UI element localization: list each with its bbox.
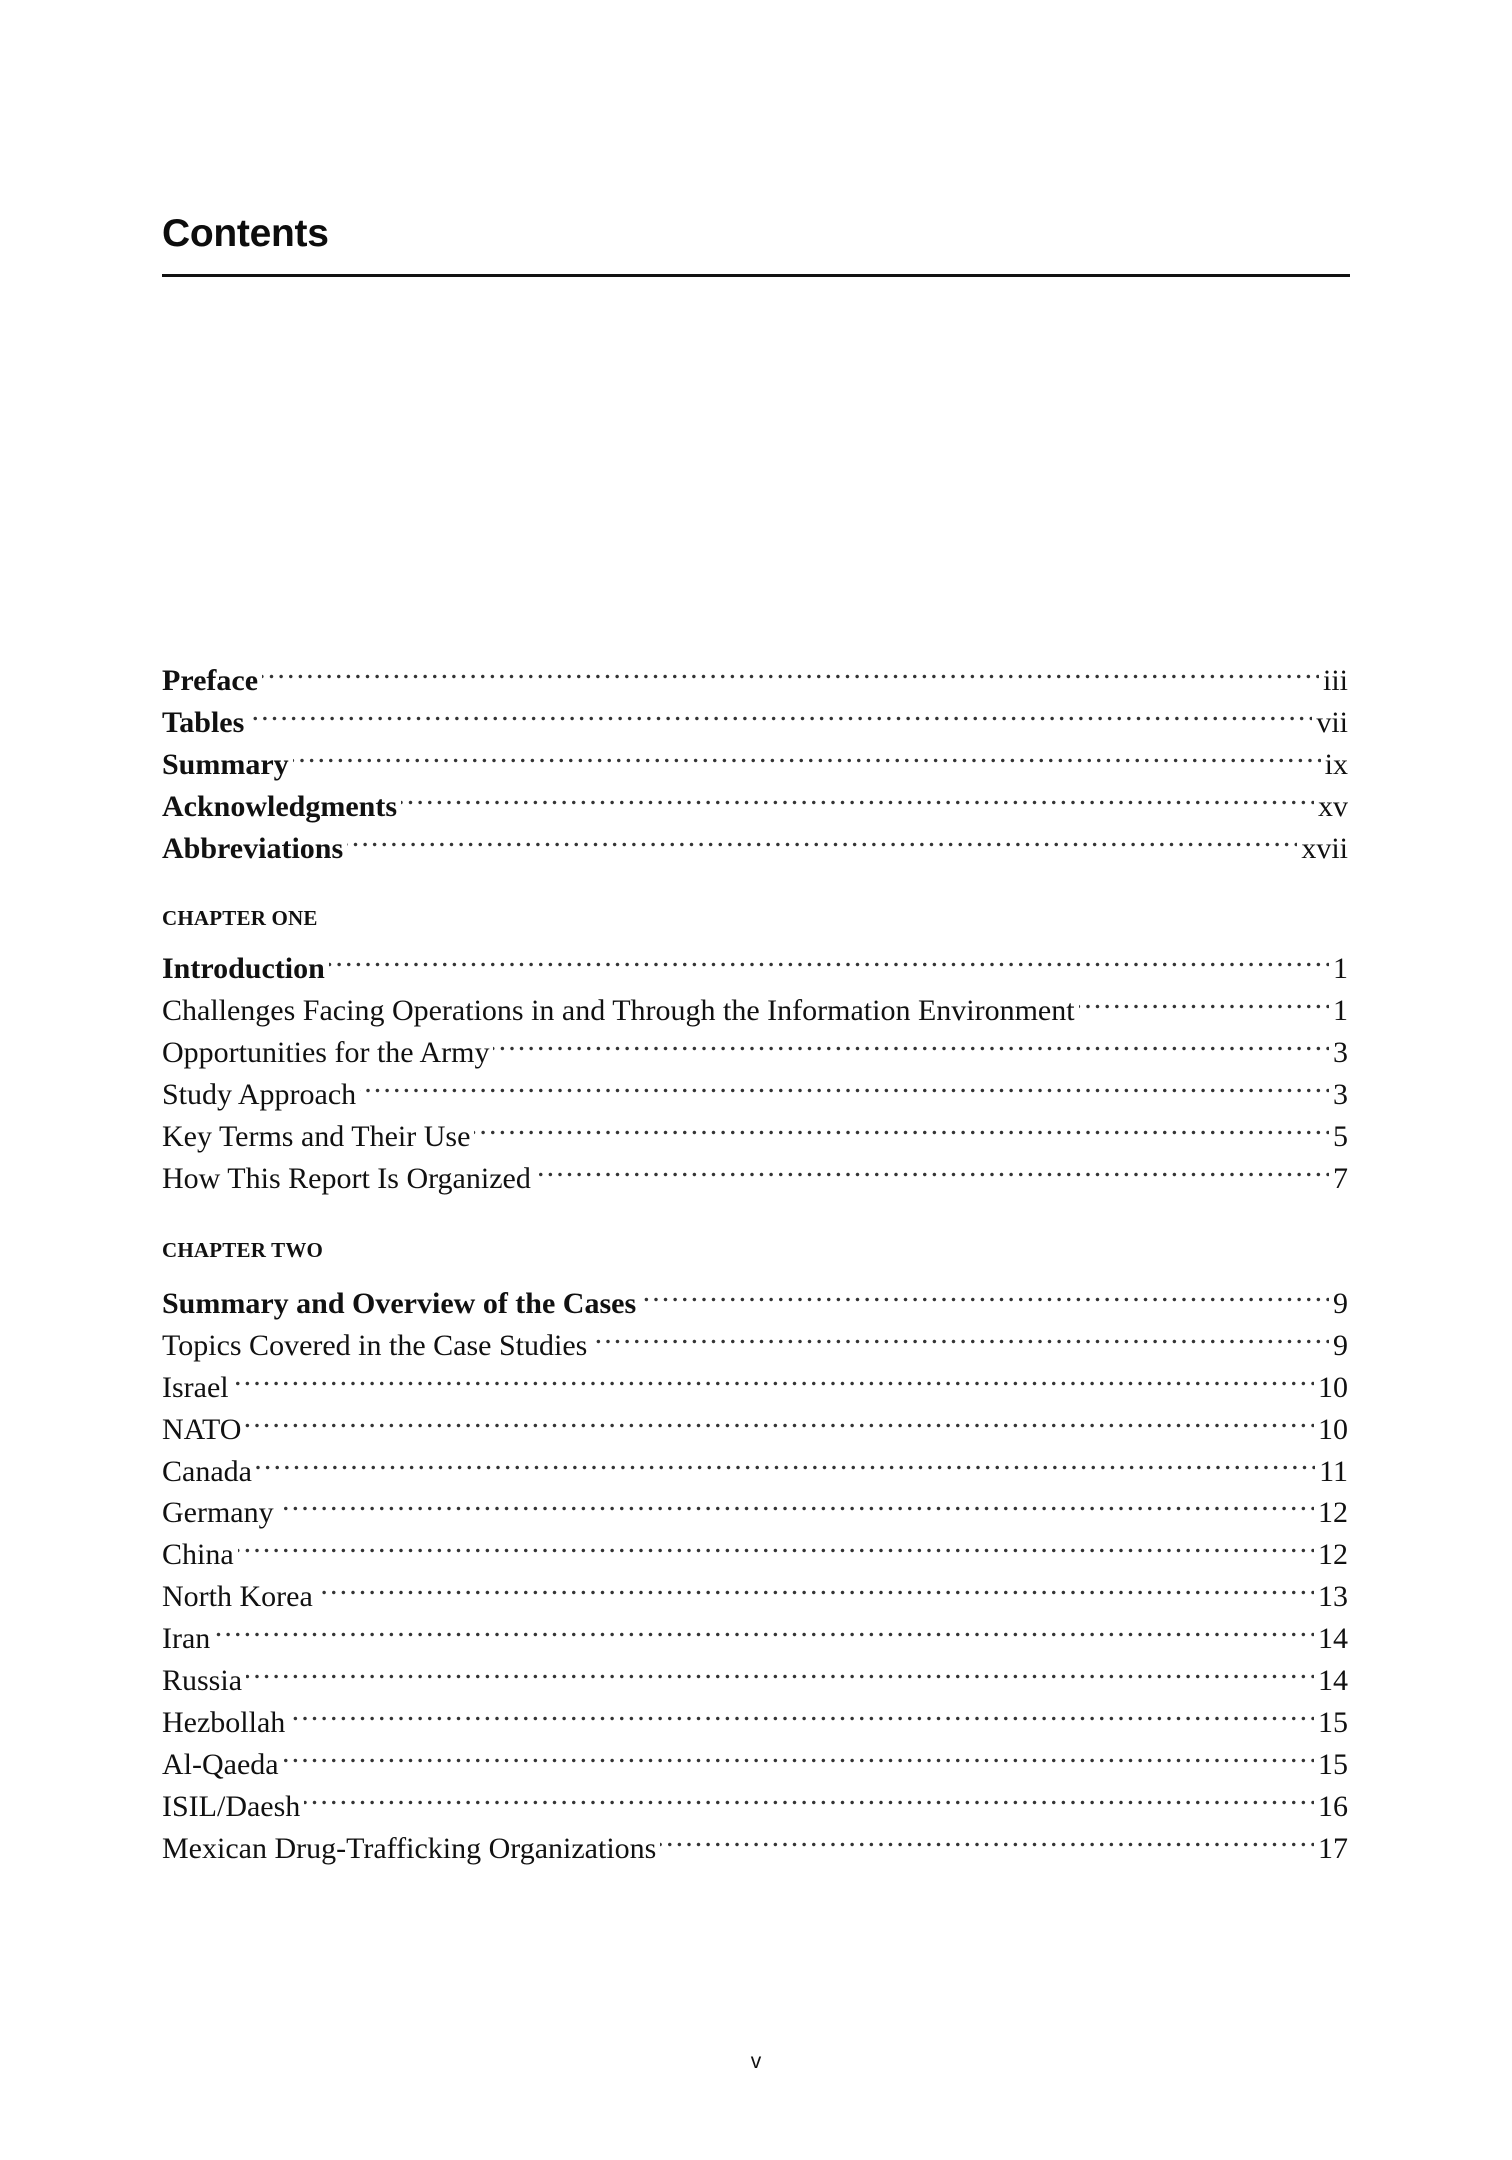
toc-entry-page: 3 <box>1333 1078 1348 1111</box>
toc-entry-chapter-title[interactable] <box>162 936 1348 985</box>
dot-leader <box>660 1816 1314 1858</box>
toc-entry-page: 16 <box>1318 1789 1348 1823</box>
toc-entry-page: 1 <box>1333 994 1348 1027</box>
toc-entry-label: Opportunities for the Army <box>162 1036 490 1069</box>
toc-entry-label: ISIL/Daesh <box>162 1789 301 1823</box>
toc-entry-label: Summary and Overview of the Cases <box>162 1287 637 1320</box>
dot-leader <box>256 1439 1315 1481</box>
toc-entry-label: Canada <box>162 1454 252 1488</box>
toc-entry-page: 14 <box>1318 1664 1348 1698</box>
toc-entry-label: Introduction <box>162 952 325 985</box>
toc-entry-tables[interactable] <box>162 690 1348 739</box>
dot-leader <box>640 1271 1329 1313</box>
toc-entry-page: xvii <box>1301 832 1348 865</box>
dot-leader <box>238 1522 1314 1564</box>
dot-leader <box>262 648 1319 690</box>
toc-entry[interactable] <box>162 1480 1348 1530</box>
toc-entry-chapter-title[interactable] <box>162 1271 1348 1320</box>
toc-entry[interactable] <box>162 1774 1348 1823</box>
toc-entry-label: Challenges Facing Operations in and Through the Information Environment <box>162 994 1075 1027</box>
toc-entry-page: 11 <box>1319 1454 1348 1488</box>
toc-entry-label: Abbreviations <box>162 832 344 865</box>
toc-entry-label: Summary <box>162 748 289 781</box>
toc-entry-summary[interactable] <box>162 732 1348 781</box>
toc-entry-page: 10 <box>1318 1412 1348 1446</box>
toc-entry-page: 7 <box>1333 1162 1348 1195</box>
dot-leader <box>289 1690 1314 1732</box>
toc-entry-label: Study Approach <box>162 1078 357 1111</box>
dot-leader <box>214 1606 1314 1648</box>
toc-entry-page: 13 <box>1318 1580 1348 1614</box>
toc-entry-page: xv <box>1318 790 1348 823</box>
chapter-two-list <box>162 1271 1348 1865</box>
toc-entry[interactable] <box>162 1816 1348 1865</box>
dot-leader <box>493 1020 1329 1062</box>
page-number: v <box>750 2050 762 2073</box>
chapter-one-list <box>162 936 1348 1195</box>
toc-entry-page: 12 <box>1318 1496 1348 1530</box>
toc-entry-label: Germany <box>162 1496 274 1530</box>
dot-leader <box>245 1397 1314 1439</box>
toc-entry-label: Israel <box>162 1370 229 1404</box>
dot-leader <box>233 1355 1314 1397</box>
dot-leader <box>347 816 1297 858</box>
toc-entry-label: North Korea <box>162 1580 313 1614</box>
title-rule <box>162 274 1350 277</box>
toc-entry-page: ix <box>1324 748 1348 781</box>
toc-entry-label: How This Report Is Organized <box>162 1162 531 1195</box>
dot-leader <box>278 1480 1314 1522</box>
dot-leader <box>293 732 1321 774</box>
dot-leader <box>317 1564 1314 1606</box>
toc-entry-page: 1 <box>1333 952 1348 985</box>
toc-entry-label: Al-Qaeda <box>162 1747 279 1781</box>
toc-entry[interactable] <box>162 1690 1348 1739</box>
toc-entry[interactable] <box>162 1606 1348 1656</box>
dot-leader <box>401 774 1314 816</box>
page-title: Contents <box>162 212 329 255</box>
toc-entry-page: 14 <box>1318 1622 1348 1656</box>
toc-entry-page: vii <box>1316 706 1348 739</box>
dot-leader <box>360 1062 1329 1104</box>
dot-leader <box>591 1313 1329 1355</box>
toc-entry-label: Topics Covered in the Case Studies <box>162 1328 588 1362</box>
toc-entry-page: 3 <box>1333 1036 1348 1069</box>
toc-entry-label: Mexican Drug-Trafficking Organizations <box>162 1831 657 1865</box>
toc-entry[interactable] <box>162 1522 1348 1572</box>
toc-entry-label: Key Terms and Their Use <box>162 1120 471 1153</box>
front-matter-list <box>162 648 1348 865</box>
dot-leader <box>535 1146 1329 1188</box>
dot-leader <box>246 1648 1314 1690</box>
toc-entry-label: Iran <box>162 1622 211 1656</box>
chapter-one-label: CHAPTER ONE <box>162 906 318 930</box>
toc-entry[interactable] <box>162 1564 1348 1614</box>
toc-entry[interactable] <box>162 978 1348 1027</box>
toc-entry-preface[interactable] <box>162 648 1348 697</box>
toc-entry-page: iii <box>1322 664 1348 697</box>
toc-entry-page: 10 <box>1318 1370 1348 1404</box>
dot-leader <box>1079 978 1329 1020</box>
toc-entry-page: 15 <box>1318 1705 1348 1739</box>
toc-entry-label: Preface <box>162 664 259 697</box>
dot-leader <box>329 936 1329 978</box>
toc-entry[interactable] <box>162 1397 1348 1446</box>
dot-leader <box>283 1732 1314 1774</box>
chapter-two-label: CHAPTER TWO <box>162 1238 324 1262</box>
toc-entry-page: 9 <box>1333 1328 1348 1362</box>
toc-entry-label: Tables <box>162 706 245 739</box>
dot-leader <box>248 690 1312 732</box>
toc-entry-page: 15 <box>1318 1747 1348 1781</box>
toc-entry-label: China <box>162 1538 234 1572</box>
toc-entry-acknowledgments[interactable] <box>162 774 1348 823</box>
toc-entry[interactable] <box>162 1732 1348 1781</box>
toc-entry-page: 9 <box>1333 1287 1348 1320</box>
toc-entry-label: Hezbollah <box>162 1705 286 1739</box>
toc-entry-page: 5 <box>1333 1120 1348 1153</box>
toc-entry-page: 17 <box>1318 1831 1348 1865</box>
toc-entry-label: Acknowledgments <box>162 790 398 823</box>
toc-entry[interactable] <box>162 1355 1348 1404</box>
dot-leader <box>304 1774 1314 1816</box>
toc-entry-page: 12 <box>1318 1538 1348 1572</box>
toc-entry-label: Russia <box>162 1664 243 1698</box>
toc-entry[interactable] <box>162 1439 1348 1488</box>
dot-leader <box>474 1104 1329 1146</box>
toc-entry[interactable] <box>162 1648 1348 1698</box>
toc-entry-label: NATO <box>162 1412 242 1446</box>
